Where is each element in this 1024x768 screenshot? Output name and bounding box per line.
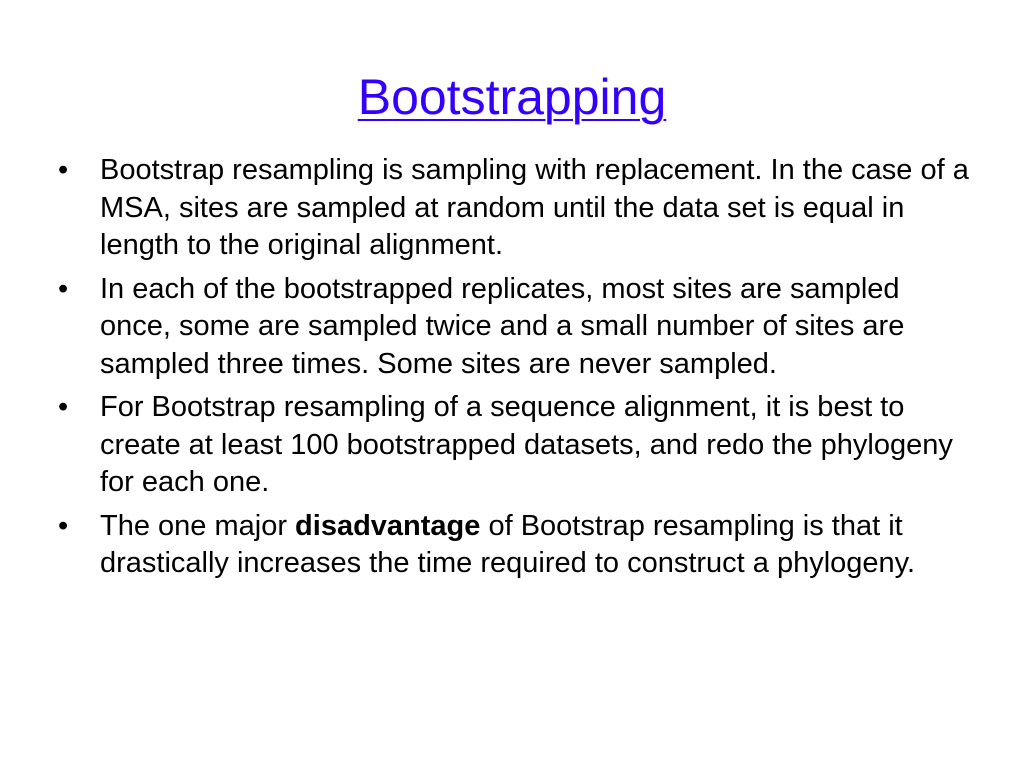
bullet-text: For Bootstrap resampling of a sequence alignment, it is best to create at least 100 bootstrapped datasets, and redo the phylogeny for each one. <box>100 391 953 498</box>
bullet-icon: • <box>58 391 69 423</box>
bullet-text: Bootstrap resampling is sampling with replacement. In the case of a MSA, sites are sampled at random until the data set is equal in length to the original alignment. <box>100 154 969 261</box>
bullet-item <box>58 389 978 502</box>
bullet-text-emphasis: disadvantage <box>295 509 481 542</box>
bullet-text-pre: The one major <box>100 509 296 542</box>
bullet-text-post: of Bootstrap resampling is that it drastically increases the time required to construct a phylogeny. <box>100 509 916 579</box>
bullet-text: In each of the bootstrapped replicates, most sites are sampled once, some are sampled twice and a small number of sites are sampled three times. Some sites are never sampled. <box>100 272 905 380</box>
slide-title: Bootstrapping <box>357 69 667 125</box>
bullet-icon: • <box>58 272 69 305</box>
bullet-item <box>58 508 978 583</box>
bullet-icon: • <box>58 154 69 186</box>
bullet-item <box>58 271 978 384</box>
bullet-item <box>58 152 978 265</box>
bullet-icon: • <box>58 509 69 542</box>
bullet-list <box>58 152 978 589</box>
